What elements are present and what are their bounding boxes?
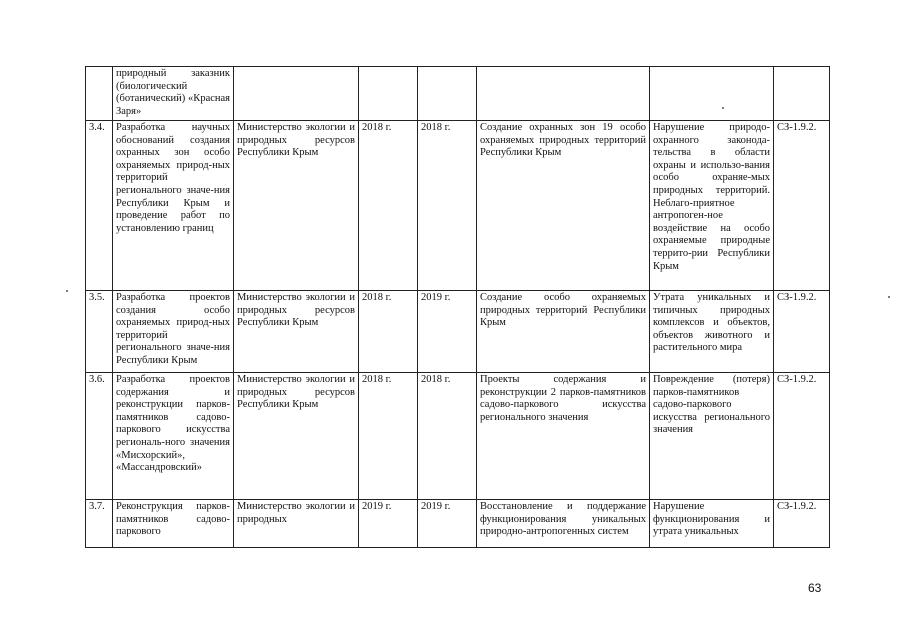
expected-result: Создание особо охраняемых природных территорий Республики Крым — [477, 291, 650, 373]
row-number: 3.7. — [86, 500, 113, 548]
scan-speck — [66, 290, 68, 292]
executor: Министерство экологии и природных ресурсов Республики Крым — [234, 121, 359, 291]
link-code: СЗ-1.9.2. — [774, 291, 830, 373]
end-year: 2019 г. — [418, 500, 477, 548]
risk: Утрата уникальных и типичных природных комплексов и объектов, объектов животного и растительного мира — [650, 291, 774, 373]
measure-name: Разработка научных обоснований создания охранных зон особо охраняемых природ-ных территорий регионального значе-ния Республики Крым и проведение работ по установлению границ — [113, 121, 234, 291]
row-number: 3.5. — [86, 291, 113, 373]
link-code: СЗ-1.9.2. — [774, 121, 830, 291]
start-year: 2019 г. — [359, 500, 418, 548]
link-code: СЗ-1.9.2. — [774, 373, 830, 500]
table-row — [86, 121, 830, 291]
expected-result: Создание охранных зон 19 особо охраняемых природных территорий Республики Крым — [477, 121, 650, 291]
start-year — [359, 67, 418, 121]
measure-name: Разработка проектов создания особо охраняемых природ-ных территорий регионального значе-ния Республики Крым — [113, 291, 234, 373]
measure-name: Разработка проектов содержания и реконструкции парков-памятников садово-паркового искусства региональ-ного значения «Мисхорский», «Массандровский» — [113, 373, 234, 500]
row-number: 3.4. — [86, 121, 113, 291]
end-year: 2019 г. — [418, 291, 477, 373]
expected-result: Восстановление и поддержание функционирования уникальных природно-антропогенных систем — [477, 500, 650, 548]
link-code: СЗ-1.9.2. — [774, 500, 830, 548]
executor: Министерство экологии и природных ресурсов Республики Крым — [234, 291, 359, 373]
risk: Нарушение функционирования и утрата уникальных — [650, 500, 774, 548]
table-row — [86, 291, 830, 373]
risk — [650, 67, 774, 121]
end-year: 2018 г. — [418, 121, 477, 291]
measures-table — [85, 66, 830, 548]
end-year: 2018 г. — [418, 373, 477, 500]
end-year — [418, 67, 477, 121]
measure-name: Реконструкция парков-памятников садово-паркового — [113, 500, 234, 548]
table-row — [86, 500, 830, 548]
start-year: 2018 г. — [359, 291, 418, 373]
executor: Министерство экологии и природных ресурсов Республики Крым — [234, 373, 359, 500]
page-number: 63 — [808, 581, 822, 595]
link-code — [774, 67, 830, 121]
start-year: 2018 г. — [359, 121, 418, 291]
scan-speck — [888, 296, 890, 298]
measure-name: природный заказник (биологический (ботанический) «Красная Заря» — [113, 67, 234, 121]
expected-result — [477, 67, 650, 121]
row-number: 3.6. — [86, 373, 113, 500]
executor: Министерство экологии и природных — [234, 500, 359, 548]
table-row — [86, 373, 830, 500]
expected-result: Проекты содержания и реконструкции 2 парков-памятников садово-паркового искусства регионального значения — [477, 373, 650, 500]
executor — [234, 67, 359, 121]
scan-speck — [722, 107, 724, 109]
row-number — [86, 67, 113, 121]
start-year: 2018 г. — [359, 373, 418, 500]
risk: Повреждение (потеря) парков-памятников садово-паркового искусства регионального значения — [650, 373, 774, 500]
risk: Нарушение природо-охранного законода-тельства в области охраны и использо-вания особо охраняе-мых природных территорий. Неблаго-приятное антропоген-ное воздействие на особо охраняемые природные террито-рии Республики Крым — [650, 121, 774, 291]
table-row — [86, 67, 830, 121]
